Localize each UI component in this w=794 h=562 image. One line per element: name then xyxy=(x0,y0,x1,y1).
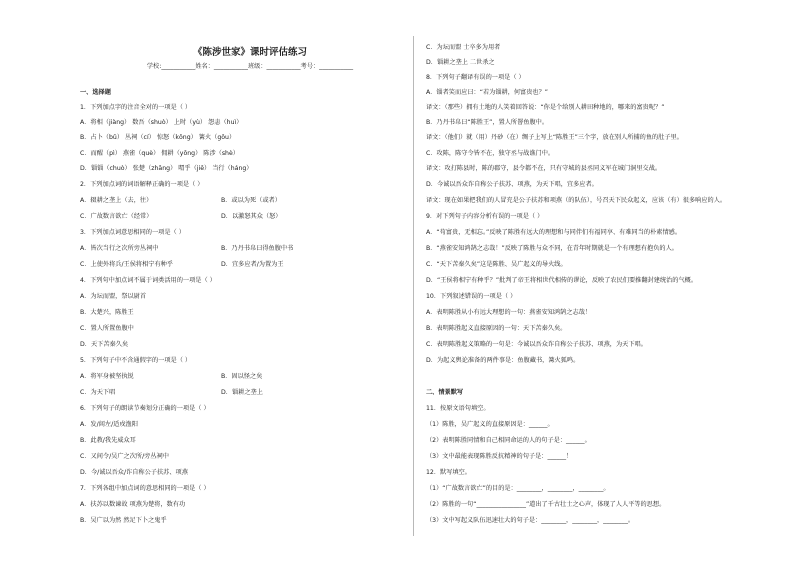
q8-option-b: B．乃丹书帛曰“陈胜王”，置人所罾鱼腹中。 xyxy=(426,119,549,126)
q4-option-c: C．置人所置鱼腹中 xyxy=(80,325,134,332)
q3-stem: 3．下列加点词意思相同的一项是（ ） xyxy=(80,229,185,236)
q3-option-c: C．上使外将兵/王侯将相宁有种乎 xyxy=(80,261,174,268)
q9-option-d: D．“王侯将相宁有种乎？”批判了帝王将相世代相传的谬论，反映了农民们要推翻封建统治的气概。 xyxy=(426,277,698,284)
q8-stem: 8．下列句子翻译有误的一项是（ ） xyxy=(426,74,525,81)
q11-line-1: （1）陈胜，吴广起义的直接原因是：______。 xyxy=(426,421,554,428)
q8-option-c: C．攻陈，陈守令皆不在，独守丞与战谯门中。 xyxy=(426,150,555,157)
q11-line-3: （3）文中最能表现陈胜反抗精神的句子是：______！ xyxy=(426,453,573,460)
q2-option-b: B．或以为死（或者） xyxy=(221,197,281,204)
q1-stem: 1．下列加点字的注音全对的一项是（ ） xyxy=(80,104,192,111)
q8-translation-c: 译文：攻打陈县时，陈的郡守，县令都不在，只有守城的县丞同义军在城门洞里交战。 xyxy=(426,165,662,172)
q7-option-b: B．吴广以为然 然足下卜之鬼乎 xyxy=(80,517,167,524)
q9-stem: 9．对下列句子内容分析有误的一项是（ ） xyxy=(426,213,544,220)
column-divider xyxy=(413,36,414,536)
q8-translation-b: 译文：（他们）就（用）丹砂（在）绸子上写上“陈胜王”三个字，放在别人所捕的鱼的肚子里。 xyxy=(426,134,683,141)
q9-option-a: A．“苟富贵，无相忘。”反映了陈胜有远大的理想和与同伴们有福同享、有难同当的朴素情感。 xyxy=(426,229,682,236)
q8-translation-a: 译文：（那些）拥有土地的人笑着回答说：“你是个给别人耕田种地的，哪来的富贵呢？” xyxy=(426,104,665,111)
q6-option-a: A．发/闾左/适戍渔阳 xyxy=(80,421,138,428)
q11-line-2: （2）表明陈胜同情和自己相同命运的人的句子是：______。 xyxy=(426,437,591,444)
q2-option-c: C．广故数言欲亡（经常） xyxy=(80,213,153,220)
q5-option-b: B．固以怪之矣 xyxy=(221,373,263,380)
student-info-line: 学校:___________姓名：___________班级：___________考号：___________ xyxy=(146,63,354,70)
q1-option-b: B．占卜（bǔ） 丛祠（cí） 惊怒（kōng） 篝火（gōu） xyxy=(80,134,236,141)
q4-option-a: A．为坛而盟，祭以尉首 xyxy=(80,293,147,300)
q10-option-b: B．表明陈胜起义直接原因的一句：天下苦秦久矣。 xyxy=(426,325,567,332)
q7-option-d: D．锱耕之垄上 二世杀之 xyxy=(426,59,495,66)
q12-line-1: （1）“广故数言欲亡”的目的是：________，________，________。 xyxy=(426,485,610,492)
q4-option-d: D．天下苦秦久矣 xyxy=(80,341,129,348)
section2-heading: 二、情景默写 xyxy=(426,389,464,396)
q9-option-c: C．“天下苦秦久矣”这是陈胜、吴广起义的导火线。 xyxy=(426,261,567,268)
q7-option-a: A．扶苏以数谏故 项燕为楚将，数有功 xyxy=(80,501,186,508)
q1-option-d: D．锱锱（chuò） 张楚（zhāng） 喟乎（jiē） 当行（háng） xyxy=(80,165,253,172)
q5-option-d: D．锱耕之垄上 xyxy=(221,389,263,396)
q10-option-c: C．表明陈胜起义策略的一句是：今诚以吾众诈自称公子扶苏、项燕，为天下唱。 xyxy=(426,341,647,348)
q3-option-d: D．宜多应者/为置为王 xyxy=(221,261,284,268)
q7-stem: 7．下列各组中加点词的意思相同的一项是（ ） xyxy=(80,485,210,492)
q1-option-c: C．而醒（pì） 燕雀（què） 佣耕（yōng） 陈涉（shè） xyxy=(80,150,239,157)
q12-stem: 12．默写填空。 xyxy=(426,469,471,476)
q4-option-b: B．大楚兴，陈胜王 xyxy=(80,309,134,316)
section1-heading: 一、选择题 xyxy=(80,89,111,96)
q5-option-c: C．为天下唱 xyxy=(80,389,116,396)
q12-line-3: （3）文中写起义队伍迅速壮大的句子是：________，________，________。 xyxy=(426,517,635,524)
page-title: 《陈涉世家》课时评估练习 xyxy=(192,47,307,58)
q10-stem: 10．下列叙述错误的一项是（ ） xyxy=(426,293,517,300)
q2-stem: 2．下列加点词的词语解释正确的一项是（ ） xyxy=(80,181,204,188)
q6-stem: 6．下列句子的朗读节奏划分正确的一项是（ ） xyxy=(80,405,210,412)
q8-option-d: D．今诚以吾众诈自称公子扶苏、项燕，为天下唱，宜多应者。 xyxy=(426,181,598,188)
q1-option-a: A．将相（jiàng） 数吾（shuò） 上时（yù） 怨恚（huì） xyxy=(80,119,243,126)
q6-option-b: B．此教/我先威众耳 xyxy=(80,437,136,444)
q2-option-a: A．辍耕之垄上（去，往） xyxy=(80,197,153,204)
q8-option-a: A．锱者笑而应曰：“若为锱耕，何富贵也？” xyxy=(426,89,549,96)
q8-translation-d: 译文：现在如果把我们的人冒充是公子扶苏和项燕（的队伍），号召天下民众起义，应该（有）很多响应的人。 xyxy=(426,197,727,204)
q6-option-c: C．又间令/吴广之次所/旁丛祠中 xyxy=(80,453,169,460)
q7-option-c: C．为坛而盟 士卒多为用者 xyxy=(426,44,501,51)
q2-option-d: D．以激怒其众（怒） xyxy=(221,213,282,220)
q10-option-a: A．表明陈胜从小有远大理想的一句：燕雀安知鸿鹄之志哉！ xyxy=(426,309,592,316)
q5-stem: 5．下列句子中不含通假字的一项是（ ） xyxy=(80,357,192,364)
q12-line-2: （2）陈胜的一句“________________”道出了千古壮士之心声，体现了人人平等的思想。 xyxy=(426,501,666,508)
q5-option-a: A．将军身被坚执锐 xyxy=(80,373,134,380)
q9-option-b: B．“燕雀安知鸿鹄之志哉！”反映了陈胜与众不同，在青年时期就是一个有理想有抱负的人。 xyxy=(426,245,678,252)
q11-stem: 11．按原文语句填空。 xyxy=(426,405,490,412)
q3-option-b: B．乃丹书帛曰得鱼腹中书 xyxy=(221,245,294,252)
q10-option-d: D．为起义舆论准备的两件事是：鱼腹藏书，篝火狐鸣。 xyxy=(426,357,580,364)
q6-option-d: D．今/诚以吾众/诈自称公子扶苏、项燕 xyxy=(80,469,188,476)
q3-option-a: A．皆次当行之次所旁丛祠中 xyxy=(80,245,159,252)
q4-stem: 4．下列句中加点词不属于词类活用的一项是（ ） xyxy=(80,277,216,284)
